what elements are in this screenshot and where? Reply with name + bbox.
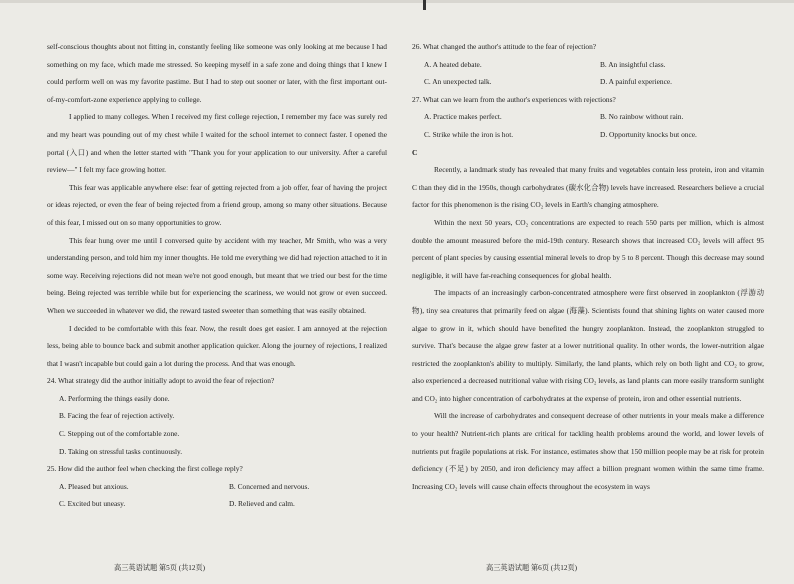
- right-column: [412, 38, 764, 495]
- right-questions: [412, 38, 764, 144]
- answer-option: B. Concerned and nervous.: [229, 481, 310, 491]
- footer-left: 高三英语试题 第5页 (共12页): [114, 564, 206, 572]
- passage-paragraph: Within the next 50 years, CO₂ concentrations are expected to reach 550 parts per million, which is almost double the amount measured before the mid-19th century. Research shows that increased CO₂ levels will affect 95 percent of plant species by causing essential mineral levels to drop by 5 to 8 percent. Though this decrease may sound negligible, it will have far-reaching consequences for global health.: [412, 217, 764, 280]
- section-label: C: [412, 147, 418, 157]
- answer-option: B. Facing the fear of rejection actively.: [59, 411, 175, 421]
- question-stem: 24. What strategy did the author initially adopt to avoid the fear of rejection?: [47, 376, 275, 386]
- passage-paragraph: The impacts of an increasingly carbon-concentrated atmosphere were first observed in zooplankton (浮游动物), tiny sea creatures that primarily feed on algae (海藻). Scientists found that shining lights on water caused more algae to grow in it, which should have benefited the hungry zooplankton. Instead, the zooplankton struggled to survive. That's because the algae grew faster at a lower nutritional quality. In other words, the lower-nutrition algae restricted the zooplankton's ability to multiply. Similarly, the land plants, which rely on both light and CO₂ to grow, also experienced a decreased nutritional value with rising CO₂ levels, as land plants can more easily transform sunlight and CO₂ into higher concentration of carbohydrates at the expense of protein, iron and other essential nutrients.: [412, 288, 764, 403]
- right-passage: [412, 161, 764, 495]
- answer-option: C. An unexpected talk.: [424, 77, 492, 87]
- answer-option: C. Stepping out of the comfortable zone.: [59, 429, 180, 439]
- passage-paragraph: I applied to many colleges. When I received my first college rejection, I remember my face was surely red and my heart was pounding out of my chest while I waited for the school internet to connect faster. I opened the portal (入口) and when the letter started with "Thank you for your application to our university. After a careful review—" I felt my face growing hotter.: [47, 112, 387, 175]
- answer-option: C. Strike while the iron is hot.: [424, 129, 514, 139]
- answer-options: [412, 108, 764, 143]
- answer-options: [47, 478, 387, 513]
- passage-paragraph: I decided to be comfortable with this fear. Now, the result does get easier. I am annoyed at the rejection less, being able to bounce back and submit another application quicker. Along the journey of rejections, I realized that I wasn't incapable but could gain a lot during the process. And that was enough.: [47, 323, 387, 368]
- passage-paragraph: self-conscious thoughts about not fitting in, constantly feeling like someone was only looking at me because I had something on my face, which made me stressed. So keeping myself in a safe zone and doing things that I knew I could perform well on was my favorite pastime. But I had to step out sooner or later, with the first important out-of-my-comfort-zone experience applying to college.: [47, 42, 387, 104]
- passage-paragraph: This fear was applicable anywhere else: fear of getting rejected from a job offer, fear of having the project or ideas rejected, or even the fear of being rejected from a friend group, among so many other situations. Because of this fear, I missed out on so many opportunities to grow.: [47, 182, 387, 227]
- question-stem: 25. How did the author feel when checking the first college reply?: [47, 464, 243, 474]
- answer-option: A. Practice makes perfect.: [424, 112, 502, 122]
- answer-option: D. Taking on stressful tasks continuously.: [59, 446, 183, 456]
- left-column: [47, 38, 387, 513]
- answer-option: D. A painful experience.: [600, 77, 673, 87]
- answer-options: [412, 56, 764, 91]
- question-stem: 26. What changed the author's attitude to the fear of rejection?: [412, 42, 597, 51]
- answer-option: D. Opportunity knocks but once.: [600, 129, 697, 139]
- left-questions: [47, 372, 387, 513]
- answer-option: D. Relieved and calm.: [229, 499, 295, 509]
- question-stem: 27. What can we learn from the author's experiences with rejections?: [412, 94, 616, 104]
- passage-paragraph: Will the increase of carbohydrates and consequent decrease of other nutrients in your meals make a difference to your health? Nutrient-rich plants are critical for tackling health problems around the world, and lower levels of nutrients put fragile populations at risk. For instance, estimates show that 150 million people may be at risk for protein deficiency (不足) by 2050, and iron deficiency may affect a billion pregnant women within the same time frame. Increasing CO₂ levels will cause chain effects throughout the ecosystem in ways: [412, 411, 764, 491]
- left-passage: [47, 38, 387, 372]
- answer-option: A. A heated debate.: [424, 59, 482, 69]
- answer-option: B. An insightful class.: [600, 59, 666, 69]
- footer-right: 高三英语试题 第6页 (共12页): [486, 564, 578, 572]
- passage-paragraph: Recently, a landmark study has revealed that many fruits and vegetables contain less protein, iron and vitamin C than they did in the 1950s, though carbohydrates (碳水化合物) levels have increased. Researchers believe a crucial factor for this phenomenon is the rising CO₂ levels in Earth's changing atmosphere.: [412, 165, 764, 210]
- binding-mark: [423, 0, 426, 10]
- top-edge-shadow: [0, 0, 794, 3]
- passage-paragraph: This fear hung over me until I conversed quite by accident with my teacher, Mr Smith, who was a very understanding person, and told him my inner thoughts. He told me everything we did had rejection attached to it in some way. Receiving rejections did not mean we're not good enough, but meant that we tried our best for the time being. Being rejected was terrible while but for experiencing the scariness, we would not grow or even succeed. When we succeeded in whatever we did, the reward tasted sweeter than something that was easily obtained.: [47, 235, 387, 315]
- answer-option: B. No rainbow without rain.: [600, 112, 684, 122]
- answer-option: A. Pleased but anxious.: [59, 481, 129, 491]
- answer-options: [47, 390, 387, 460]
- answer-option: A. Performing the things easily done.: [59, 393, 170, 403]
- answer-option: C. Excited but uneasy.: [59, 499, 126, 509]
